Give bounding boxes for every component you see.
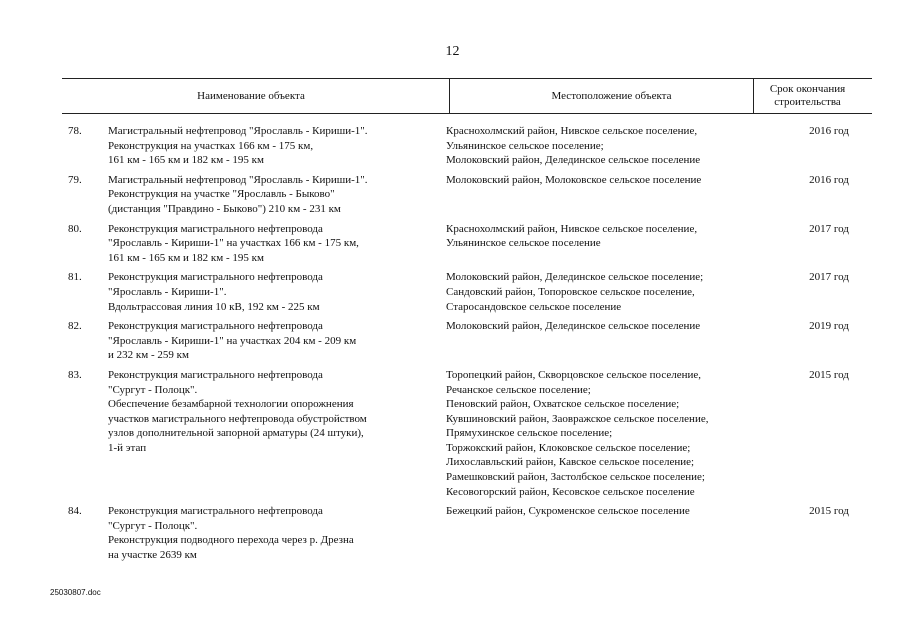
header-term-line: строительства [774, 96, 841, 108]
object-name [108, 319, 438, 363]
table-body [0, 124, 905, 568]
header-name-label: Наименование объекта [197, 89, 305, 102]
construction-term: 2017 год [809, 271, 849, 284]
object-name-line: "Ярославль - Кириши-1" на участках 166 км - 175 км, [108, 237, 359, 250]
object-name-line: Магистральный нефтепровод "Ярославль - Кириши-1". [108, 173, 368, 186]
construction-term: 2019 год [809, 320, 849, 333]
object-location [446, 368, 786, 499]
object-location-line: Молоковский район, Молоковское сельское поселение [446, 173, 702, 186]
object-name-line: 1-й этап [108, 441, 147, 454]
object-location [446, 319, 786, 363]
object-location-line: Краснохолмский район, Нивское сельское поселение, [446, 222, 698, 235]
object-name-line: на участке 2639 км [108, 549, 197, 562]
header-location [449, 79, 773, 113]
construction-term: 2016 год [809, 173, 849, 186]
object-name-line: (дистанция "Правдино - Быково") 210 км - 231 км [108, 202, 341, 215]
table-row [0, 270, 905, 314]
row-number: 81. [68, 271, 82, 284]
header-name [62, 79, 440, 113]
object-name-line: Реконструкция на участках 166 км - 175 км, [108, 139, 314, 152]
construction-term: 2015 год [809, 368, 849, 381]
row-number: 80. [68, 222, 82, 235]
object-location-line: Речанское сельское поселение; [446, 383, 591, 396]
object-name [108, 222, 438, 266]
object-name-line: "Ярославль - Кириши-1" на участках 204 км - 209 км [108, 334, 357, 347]
object-name-line: Реконструкция магистрального нефтепровода [108, 320, 323, 333]
object-name-line: "Ярославль - Кириши-1". [108, 285, 227, 298]
construction-term: 2015 год [809, 505, 849, 518]
object-location-line: Пеновский район, Охватское сельское поселение; [446, 398, 680, 411]
header-term-line: Срок окончания [769, 83, 846, 95]
construction-term: 2017 год [809, 222, 849, 235]
object-location-line: Краснохолмский район, Нивское сельское поселение, [446, 125, 698, 137]
object-location-line: Кесовогорский район, Кесовское сельское поселение [446, 485, 695, 498]
object-name-line: Обеспечение безамбарной технологии опорожнения [108, 398, 354, 411]
object-location-line: Торжокский район, Клоковское сельское поселение; [446, 441, 691, 454]
object-name [108, 270, 438, 314]
object-location-line: Ульянинское сельское поселение; [446, 139, 604, 152]
object-name-line: 161 км - 165 км и 182 км - 195 км [108, 251, 264, 264]
object-location-line: Торопецкий район, Скворцовское сельское поселение, [446, 368, 701, 381]
row-number: 78. [68, 125, 82, 137]
object-location-line: Старосандовское сельское поселение [446, 300, 622, 313]
object-name-line: Реконструкция магистрального нефтепровода [108, 505, 323, 518]
object-name-line: Вдольтрассовая линия 10 кВ, 192 км - 225 км [108, 300, 320, 313]
table-row [0, 368, 905, 499]
object-location [446, 124, 786, 168]
object-name-line: Реконструкция на участке "Ярославль - Быково" [108, 188, 335, 201]
table-row [0, 222, 905, 266]
object-name-line: Реконструкция подводного перехода через р. Дрезна [108, 534, 354, 547]
table-row [0, 319, 905, 363]
object-location [446, 222, 786, 266]
table-header [62, 78, 872, 114]
object-name-line: узлов дополнительной запорной арматуры (24 штуки), [108, 427, 364, 440]
object-location-line: Сандовский район, Топоровское сельское поселение, [446, 285, 695, 298]
construction-term: 2016 год [809, 125, 849, 137]
object-location [446, 173, 786, 217]
table-row [0, 504, 905, 562]
header-location-label: Местоположение объекта [551, 89, 672, 102]
object-location-line: Молоковский район, Делединское сельское поселение [446, 320, 701, 333]
row-number: 83. [68, 368, 82, 381]
object-name-line: Реконструкция магистрального нефтепровода [108, 368, 323, 381]
object-location-line: Кувшиновский район, Заовражское сельское поселение, [446, 412, 709, 425]
object-location [446, 270, 786, 314]
object-location-line: Молоковский район, Делединское сельское поселение; [446, 271, 704, 284]
object-name [108, 504, 438, 562]
object-name-line: 161 км - 165 км и 182 км - 195 км [108, 154, 264, 167]
object-location [446, 504, 786, 562]
header-term [753, 79, 861, 113]
file-name: 25030807.doc [50, 588, 101, 597]
object-name-line: "Сургут - Полоцк". [108, 383, 198, 396]
object-name-line: и 232 км - 259 км [108, 349, 189, 362]
object-name [108, 368, 438, 499]
object-location-line: Ульянинское сельское поселение [446, 237, 601, 250]
object-location-line: Лихославльский район, Кавское сельское поселение; [446, 456, 695, 469]
table-row [0, 124, 905, 168]
row-number: 79. [68, 173, 82, 186]
object-location-line: Прямухинское сельское поселение; [446, 427, 613, 440]
object-name-line: Реконструкция магистрального нефтепровода [108, 271, 323, 284]
object-name [108, 173, 438, 217]
row-number: 84. [68, 505, 82, 518]
object-location-line: Молоковский район, Делединское сельское поселение [446, 154, 701, 167]
table-row [0, 173, 905, 217]
object-name-line: Реконструкция магистрального нефтепровода [108, 222, 323, 235]
page-number: 12 [445, 44, 460, 59]
object-name-line: участков магистрального нефтепровода обустройством [108, 412, 367, 425]
row-number: 82. [68, 320, 82, 333]
object-location-line: Бежецкий район, Сукроменское сельское поселение [446, 505, 690, 518]
object-location-line: Рамешковский район, Застолбское сельское поселение; [446, 471, 705, 484]
object-name [108, 124, 438, 168]
header-term-label [770, 83, 845, 109]
object-name-line: "Сургут - Полоцк". [108, 519, 198, 532]
object-name-line: Магистральный нефтепровод "Ярославль - Кириши-1". [108, 125, 368, 137]
